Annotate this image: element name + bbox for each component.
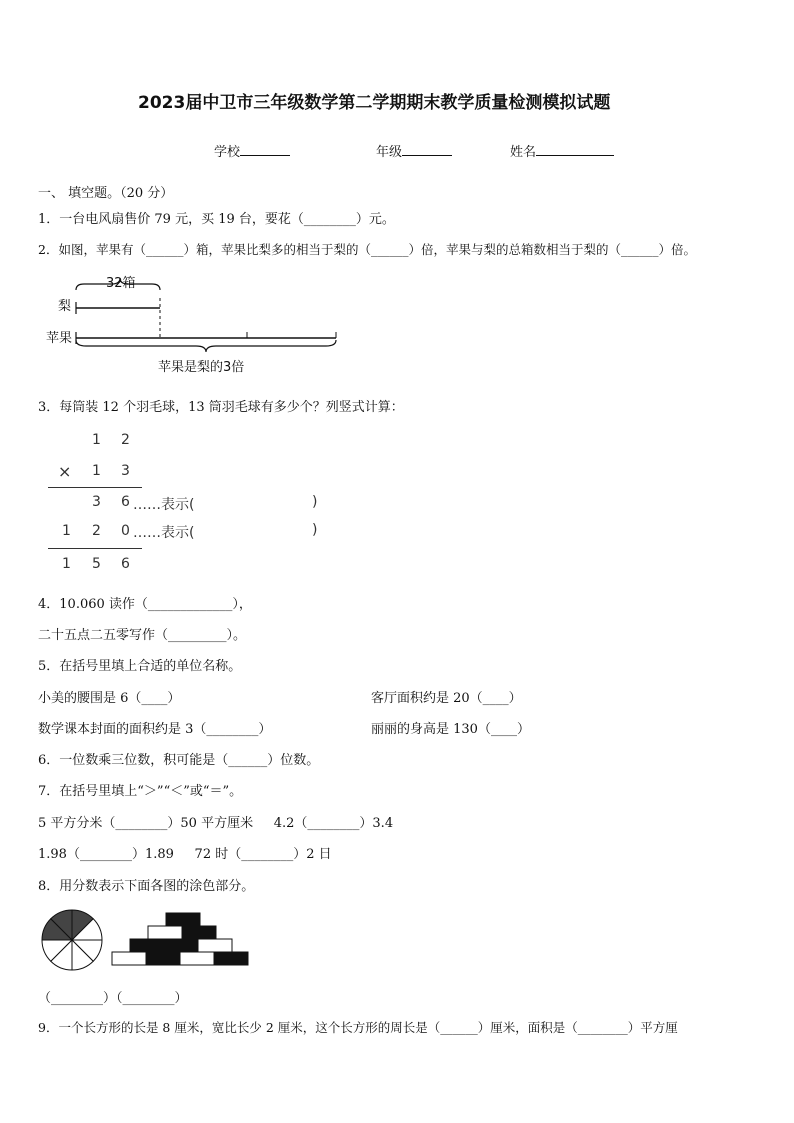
section-heading: 一、 填空题。（20 分） <box>38 186 174 201</box>
name-field <box>510 141 614 160</box>
brick <box>180 952 214 965</box>
mult-r2-op: × <box>58 462 72 481</box>
brick <box>166 913 200 926</box>
mult-r4-note: ……表示( <box>133 525 195 541</box>
brick <box>164 939 198 952</box>
grade-blank <box>402 143 452 156</box>
mult-r5-d1: 1 <box>62 556 71 572</box>
question-3: 3．每筒装 12 个羽毛球，13 筒羽毛球有多少个？列竖式计算： <box>38 400 404 415</box>
question-4b: 二十五点二五零写作（_________）。 <box>38 628 247 643</box>
brick <box>198 939 232 952</box>
q8-brick-figure <box>110 912 250 968</box>
mult-r4-close: ) <box>312 522 318 538</box>
question-9: 9．一个长方形的长是 8 厘米，宽比长少 2 厘米，这个长方形的周长是（______）厘米，面积是（________）平方厘 <box>38 1020 678 1035</box>
grade-field <box>376 141 452 160</box>
brick <box>146 952 180 965</box>
q8-answer-blanks: （________）（________） <box>38 991 188 1006</box>
mult-r4-d3: 0 <box>121 523 130 539</box>
grade-label: 年级 <box>376 145 403 160</box>
q7-line-1: 5 平方分米（________）50 平方厘米 4.2（________）3.4 <box>38 816 394 831</box>
bottom-brace <box>76 340 336 352</box>
mult-r3-note: ……表示( <box>133 497 195 513</box>
name-label: 姓名 <box>510 145 537 160</box>
q5-item-living-room: 客厅面积约是 20（____） <box>371 691 522 706</box>
brick <box>112 952 146 965</box>
q5-item-waist: 小美的腰围是 6（____） <box>38 691 181 706</box>
question-5: 5．在括号里填上合适的单位名称。 <box>38 659 242 674</box>
mult-r3-d1: 3 <box>92 494 101 510</box>
question-6: 6．一位数乘三位数，积可能是（______）位数。 <box>38 753 320 768</box>
question-4a: 4．10.060 读作（_____________）， <box>38 597 252 612</box>
brick <box>182 926 216 939</box>
school-label: 学校 <box>214 145 241 160</box>
mult-r5-d2: 5 <box>92 556 101 572</box>
school-blank <box>240 143 290 156</box>
box-count-label: 32箱 <box>106 276 136 291</box>
mult-r2-d2: 3 <box>121 463 130 479</box>
q5-item-height: 丽丽的身高是 130（____） <box>371 722 530 737</box>
mult-r2-d1: 1 <box>92 463 101 479</box>
pear-label: 梨 <box>58 299 72 314</box>
brick <box>130 939 164 952</box>
mult-r3-close: ) <box>312 494 318 510</box>
name-blank <box>536 143 614 156</box>
q8-pie-figure <box>40 908 104 972</box>
mult-line-2 <box>48 548 142 549</box>
brick <box>148 926 182 939</box>
mult-r5-d3: 6 <box>121 556 130 572</box>
school-field <box>214 141 290 160</box>
brick <box>214 952 248 965</box>
apple-label: 苹果 <box>46 331 73 346</box>
pie-slices <box>42 910 102 970</box>
fig2-caption: 苹果是梨的3倍 <box>158 360 245 375</box>
question-2: 2．如图，苹果有（______）箱，苹果比梨多的相当于梨的（______）倍，苹果与梨的总箱数相当于梨的（______）倍。 <box>38 242 696 257</box>
mult-r3-d2: 6 <box>121 494 130 510</box>
page-title: 2023届中卫市三年级数学第二学期期末教学质量检测模拟试题 <box>138 93 611 113</box>
q7-line-2: 1.98（________）1.89 72 时（________）2 日 <box>38 847 332 862</box>
mult-r4-d1: 1 <box>62 523 71 539</box>
mult-r1-d2: 2 <box>121 432 130 448</box>
question-7: 7．在括号里填上“＞”“＜”或“＝”。 <box>38 784 243 799</box>
question-1: 1．一台电风扇售价 79 元，买 19 台，要花（________）元。 <box>38 212 395 227</box>
question-8: 8．用分数表示下面各图的涂色部分。 <box>38 879 255 894</box>
mult-line-1 <box>48 487 142 488</box>
mult-r4-d2: 2 <box>92 523 101 539</box>
q5-item-book-cover: 数学课本封面的面积约是 3（________） <box>38 722 272 737</box>
mult-r1-d1: 1 <box>92 432 101 448</box>
